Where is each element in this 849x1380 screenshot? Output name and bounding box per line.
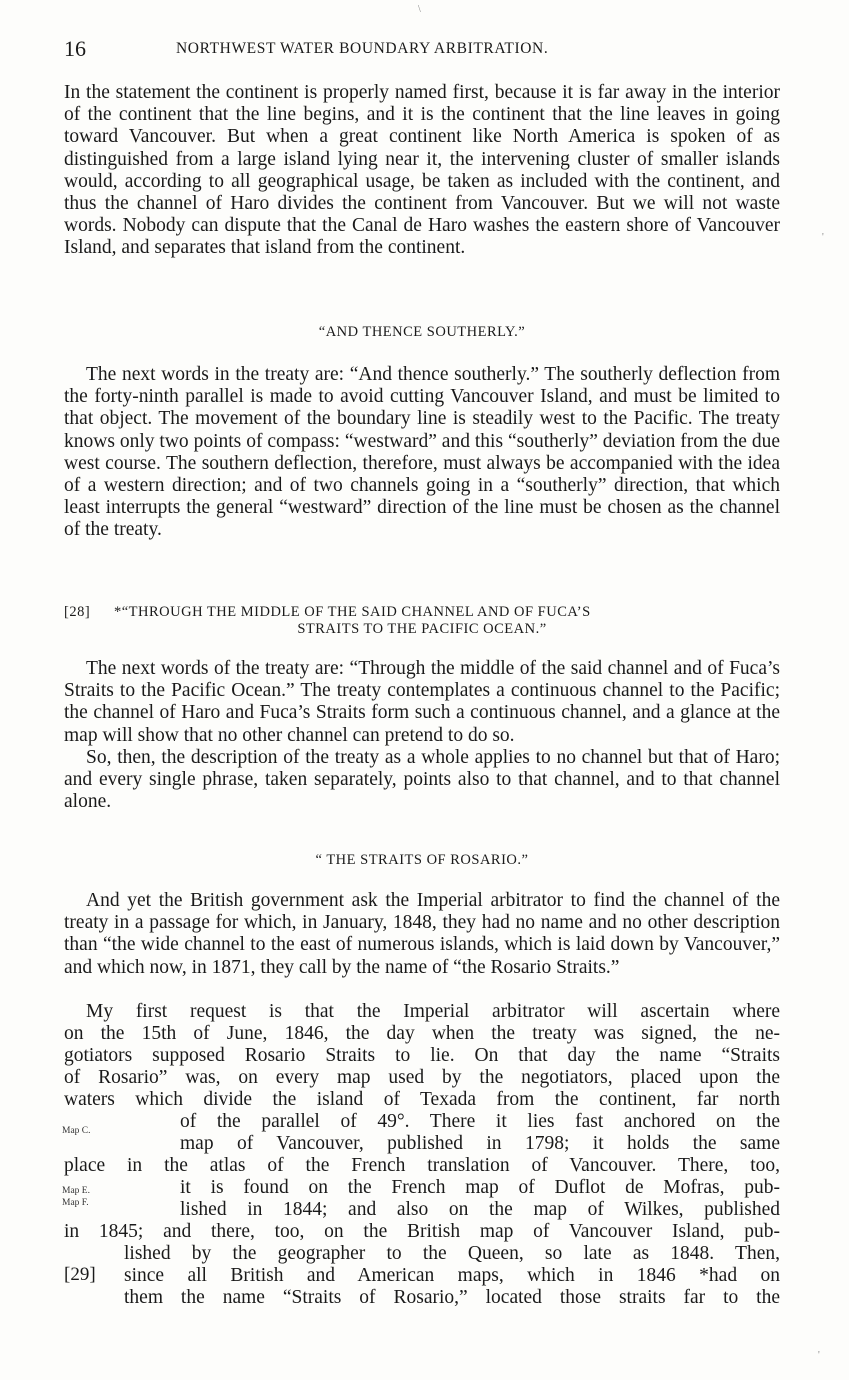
section-heading-straits-of-rosario: “ THE STRAITS OF ROSARIO.” xyxy=(315,852,529,868)
paragraph-text: The next words of the treaty are: “Through the middle of the said channel and of Fuca’s Straits to the Pacific Ocean.” The treaty contemplates a continuous channel to the Pacific; the channel of Haro and Fuca’s Straits form such a continuous channel, and a glance at the map will show that no other channel can pretend to do so. xyxy=(64,658,780,746)
paragraph-text: So, then, the description of the treaty as a whole applies to no channel but that of Haro; and every single phrase, taken separately, points also to that channel, and to that channel alone. xyxy=(64,746,780,813)
paragraph-text: The next words in the treaty are: “And thence southerly.” The southerly deflection from the forty-ninth parallel is made to avoid cutting Vancouver Island, and must be limited to that object. The movement of the boundary line is steadily west to the Pacific. The treaty knows only two points of compass: “westward” and this “southerly” deviation from the due west course. The southern deflection, therefore, must always be accompanied with the idea of a western direction; and of two channels going in a “southerly” direction, that which least interrupts the general “westward” direction of the line must be chosen as the channel of the treaty. xyxy=(64,364,780,541)
text-line: lished by the geographer to the Queen, so late as 1848. Then, xyxy=(124,1243,780,1264)
text-line: in 1845; and there, too, on the British map of Vancouver Island, pub- xyxy=(64,1221,780,1242)
page-marker-29: [29] xyxy=(64,1264,96,1285)
heading-line-2: STRAITS TO THE PACIFIC OCEAN.” xyxy=(297,621,547,637)
text-line: place in the atlas of the French translation of Vancouver. There, too, xyxy=(64,1155,780,1176)
sidenote-map-e: Map E. xyxy=(62,1186,90,1196)
text-line: of the parallel of 49°. There it lies fast anchored on the xyxy=(180,1111,780,1132)
text-line: of Rosario” was, on every map used by the negotiators, placed upon the xyxy=(64,1067,780,1088)
text-line: on the 15th of June, 1846, the day when the treaty was signed, the ne- xyxy=(64,1023,780,1044)
page-header xyxy=(64,36,780,62)
text-line: gotiators supposed Rosario Straits to lie. On that day the name “Straits xyxy=(64,1045,780,1066)
paragraph-southerly xyxy=(64,364,780,542)
paragraph-continuous-channel xyxy=(64,658,780,813)
text-line: since all British and American maps, which in 1846 *had on xyxy=(124,1265,780,1286)
running-title: NORTHWEST WATER BOUNDARY ARBITRATION. xyxy=(176,40,549,57)
scan-speck-icon: ' xyxy=(822,232,824,243)
text-line: them the name “Straits of Rosario,” located those straits far to the xyxy=(124,1287,780,1308)
sidenote-map-c: Map C. xyxy=(62,1126,91,1136)
text-line: it is found on the French map of Duflot de Mofras, pub- xyxy=(180,1177,780,1198)
heading-line-1: *“THROUGH THE MIDDLE OF THE SAID CHANNEL AND OF FUCA’S xyxy=(114,604,591,620)
paragraph-continent xyxy=(64,82,780,260)
scan-speck-icon: ' xyxy=(818,1350,820,1361)
page-number: 16 xyxy=(64,36,86,61)
text-line: map of Vancouver, published in 1798; it holds the same xyxy=(180,1133,780,1154)
page-marker-28: [28] xyxy=(64,604,91,620)
text-line: lished in 1844; and also on the map of Wilkes, published xyxy=(180,1199,780,1220)
paragraph-british-government xyxy=(64,890,780,979)
sidenote-map-f: Map F. xyxy=(62,1198,89,1208)
section-heading-thence-southerly: “AND THENCE SOUTHERLY.” xyxy=(318,324,526,340)
scan-speck-icon: \ xyxy=(418,4,421,15)
text-line: My first request is that the Imperial arbitrator will ascertain where xyxy=(86,1001,780,1022)
text-line: waters which divide the island of Texada from the continent, far north xyxy=(64,1089,780,1110)
paragraph-text: In the statement the continent is properly named first, because it is far away in the interior of the continent that the line begins, and it is the continent that the line leaves in going toward Vancouver. But when a great continent like North America is spoken of as distinguished from a large island lying near it, the intervening cluster of smaller islands would, according to all geographical usage, be taken as included with the continent, and thus the channel of Haro divides the continent from Vancouver. But we will not waste words. Nobody can dispute that the Canal de Haro washes the eastern shore of Vancouver Island, and separates that island from the continent. xyxy=(64,82,780,259)
paragraph-text: And yet the British government ask the Imperial arbitrator to find the channel of the treaty in a passage for which, in January, 1848, they had no name and no other description than “the wide channel to the east of numerous islands, which is laid down by Vancouver,” and which now, in 1871, they call by the name of “the Rosario Straits.” xyxy=(64,890,780,978)
